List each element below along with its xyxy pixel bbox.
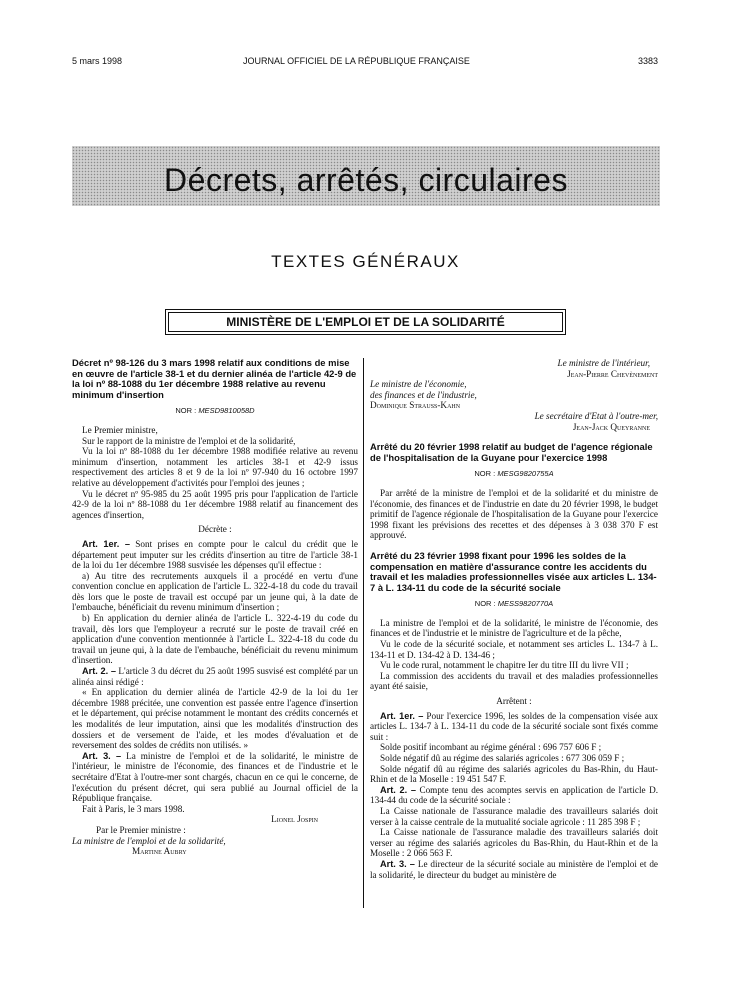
article-label: Art. 2. –: [380, 784, 416, 795]
header-journal-title: JOURNAL OFFICIEL DE LA RÉPUBLIQUE FRANÇAISE: [243, 56, 470, 66]
header-date: 5 mars 1998: [72, 56, 123, 66]
paragraph: Par le Premier ministre :: [96, 824, 186, 835]
paragraph: Par arrêté de la ministre de l'emploi et de la solidarité et du ministre de l'économie, des finances et de l'industrie en date du 20 février 1998, le budget primitif de l'agence régionale de l'hospitalisation de la Guyane pour l'exercice 1998 fixant les prévisions des recettes et des dépenses à 3 038 370 F est approuvé.: [370, 487, 658, 541]
signer-role: Le ministre de l'intérieur,: [557, 358, 650, 368]
arrete1-nor: [370, 469, 658, 480]
article-label: Art. 2. –: [82, 666, 116, 677]
nor-label: NOR :: [474, 599, 496, 609]
paragraph: La Caisse nationale de l'assurance maladie des travailleurs salariés doit verser au régime des salariés agricoles du Bas-Rhin, du Haut-Rhin et de la Moselle : 2 066 563 F.: [370, 827, 658, 859]
paragraph: La Caisse nationale de l'assurance maladie des travailleurs salariés doit verser à la caisse centrale de la mutualité sociale agricole : 11 285 398 F ;: [370, 805, 658, 827]
paragraph: b) En application du dernier alinéa de l'article L. 322-4-19 du code du travail, dès lors que l'employeur a recruté sur le poste de travail créé en application d'une convention mentionnée à l'article L. 322-4-18 du code du travail un jeune qui, à la date de l'embauche, bénéficiait du revenu minimum d'insertion.: [72, 613, 358, 666]
article-text: L'article 3 du décret du 25 août 1995 susvisé est complété par un alinéa ainsi rédigé :: [72, 666, 358, 687]
article-label: Art. 3. –: [82, 750, 122, 761]
ministry-box: [165, 309, 566, 335]
nor-label: NOR :: [474, 469, 496, 479]
signer-role: Le ministre de l'économie,: [370, 379, 467, 390]
article-label: Art. 1er. –: [380, 710, 424, 721]
article-text: Compte tenu des acomptes servis en application de l'article D. 134-44 du code de la sécurité sociale :: [370, 784, 659, 806]
signer-name: Jean-Pierre Chevènement: [567, 368, 658, 379]
arrete2-title: Arrêté du 23 février 1998 fixant pour 1996 les soldes de la compensation en matière d'assurance contre les accidents du travail et les maladies professionnelles visée aux articles L. 134-7 à L. 134-11 du code de la sécurité sociale: [370, 549, 657, 593]
nor-code: MESG9820755A: [497, 469, 554, 479]
header-page-number: 3383: [637, 56, 658, 66]
nor-code: MESD9810058D: [198, 406, 255, 416]
signer-role: Le secrétaire d'Etat à l'outre-mer,: [534, 410, 658, 421]
nor-label: NOR :: [175, 406, 197, 416]
signer-name: Dominique Strauss-Kahn: [370, 400, 461, 411]
decrete-label: Décrète :: [198, 524, 232, 535]
signer-name: Martine Aubry: [132, 846, 187, 857]
paragraph: « En application du dernier alinéa de l'article 42-9 de la loi du 1er décembre 1988 précitée, une convention est passée entre l'agence d'insertion et le département, qui précise notamment le montant des crédits concernés et les modalités de leur imputation, ainsi que les modalités d'instruction des dossiers et de versement de l'aide, et les modes d'évaluation et de reversement des soldes de crédits non utilisés. »: [72, 687, 358, 751]
decret-title: Décret nº 98-126 du 3 mars 1998 relatif aux conditions de mise en œuvre de l'article 38-1 et du dernier alinéa de l'article 42-9 de la loi nº 88-1088 du 1er décembre 1988 relative au revenu minimum d'insertion: [72, 357, 357, 400]
paragraph: Vu le décret nº 95-985 du 25 août 1995 pris pour l'application de l'article 42-9 de la loi nº 88-1088 du 1er décembre 1988 relatif au financement des agences d'insertion,: [72, 488, 358, 520]
paragraph: Vu le code rural, notamment le chapitre Ier du titre III du livre VII ;: [380, 660, 629, 671]
paragraph: Fait à Paris, le 3 mars 1998.: [82, 803, 185, 814]
article-text: Sont prises en compte pour le calcul du crédit que le département peut imputer sur les crédits d'insertion au titre de l'article 38-1 de la loi du 1er décembre 1988 susvisée les dépenses qu'il effectue :: [72, 538, 359, 571]
article-1: [370, 711, 658, 743]
arretent-label: Arrêtent :: [496, 696, 532, 707]
arrete2-nor: [370, 599, 658, 610]
paragraph: Solde positif incombant au régime général : 696 757 606 F ;: [380, 742, 602, 753]
article-3: [370, 859, 658, 880]
left-column: [72, 358, 358, 857]
article-text: Pour l'exercice 1996, les soldes de la compensation visée aux articles L. 134-7 à L. 134-11 du code de la sécurité sociale sont fixés comme suit :: [370, 710, 659, 742]
signer-role: des finances et de l'industrie,: [370, 389, 477, 400]
paragraph: La ministre de l'emploi et de la solidarité, le ministre de l'économie, des finances et de l'industrie et le ministre de l'agriculture et de la pêche,: [370, 617, 658, 639]
article-text: La ministre de l'emploi et de la solidarité, le ministre de l'intérieur, le ministre de l'économie, des finances et de l'industrie et le secrétaire d'Etat à l'outre-mer sont chargés, chacun en ce qui le concerne, de l'exécution du présent décret, qui sera publié au Journal officiel de la République française.: [72, 750, 359, 804]
paragraph: Solde négatif dû au régime des salariés agricoles du Bas-Rhin, du Haut-Rhin et de la Moselle : 19 451 547 F.: [370, 763, 658, 785]
signer-name: Jean-Jack Queyranne: [572, 421, 650, 432]
signer-role: La ministre de l'emploi et de la solidarité,: [72, 835, 226, 846]
section-heading: TEXTES GÉNÉRAUX: [271, 252, 460, 271]
signer-name: Lionel Jospin: [271, 814, 318, 825]
article-label: Art. 1er. –: [82, 538, 130, 549]
article-label: Art. 3. –: [380, 858, 415, 869]
arrete1-title: Arrêté du 20 février 1998 relatif au budget de l'agence régionale de l'hospitalisation de la Guyane pour l'exercice 1998: [370, 441, 653, 463]
paragraph: Sur le rapport de la ministre de l'emploi et de la solidarité,: [82, 435, 296, 446]
right-column: [370, 358, 658, 880]
decret-nor: [72, 406, 358, 417]
section-banner: [72, 146, 660, 206]
article-1: [72, 539, 358, 571]
nor-code: MESS9820770A: [497, 599, 554, 609]
paragraph: Vu le code de la sécurité sociale, et notamment ses articles L. 134-7 à L. 134-11 et D. 134-42 à D. 134-46 ;: [370, 639, 658, 660]
paragraph: Solde négatif dû au régime des salariés agricoles : 677 306 059 F ;: [380, 753, 625, 763]
paragraph: Vu la loi nº 88-1088 du 1er décembre 1988 modifiée relative au revenu minimum d'insertion, notamment les articles 38-1 et 42-9 issus respectivement des articles 8 et 9 de la loi nº 97-940 du 16 octobre 1997 relative au développement d'activités pour l'emploi des jeunes ;: [72, 446, 358, 488]
paragraph: a) Au titre des recrutements auxquels il a procédé en vertu d'une convention conclue en application de l'article L. 322-4-18 du code du travail dès lors que le poste de travail est occupé par un jeune qui, à la date de l'embauche, bénéficiait du revenu minimum d'insertion ;: [72, 570, 358, 613]
article-text: Le directeur de la sécurité sociale au ministère de l'emploi et de la solidarité, le directeur du budget au ministère de: [370, 858, 659, 880]
article-2: [72, 666, 358, 687]
column-divider: [363, 358, 364, 908]
article-3: [72, 751, 358, 804]
page-header: [0, 56, 731, 70]
ministry-title: MINISTÈRE DE L'EMPLOI ET DE LA SOLIDARITÉ: [168, 312, 563, 332]
paragraph: Le Premier ministre,: [82, 424, 158, 435]
paragraph: La commission des accidents du travail et des maladies professionnelles ayant été saisie,: [370, 670, 658, 692]
article-2: [370, 785, 658, 806]
banner-title: Décrets, arrêtés, circulaires: [164, 162, 568, 198]
